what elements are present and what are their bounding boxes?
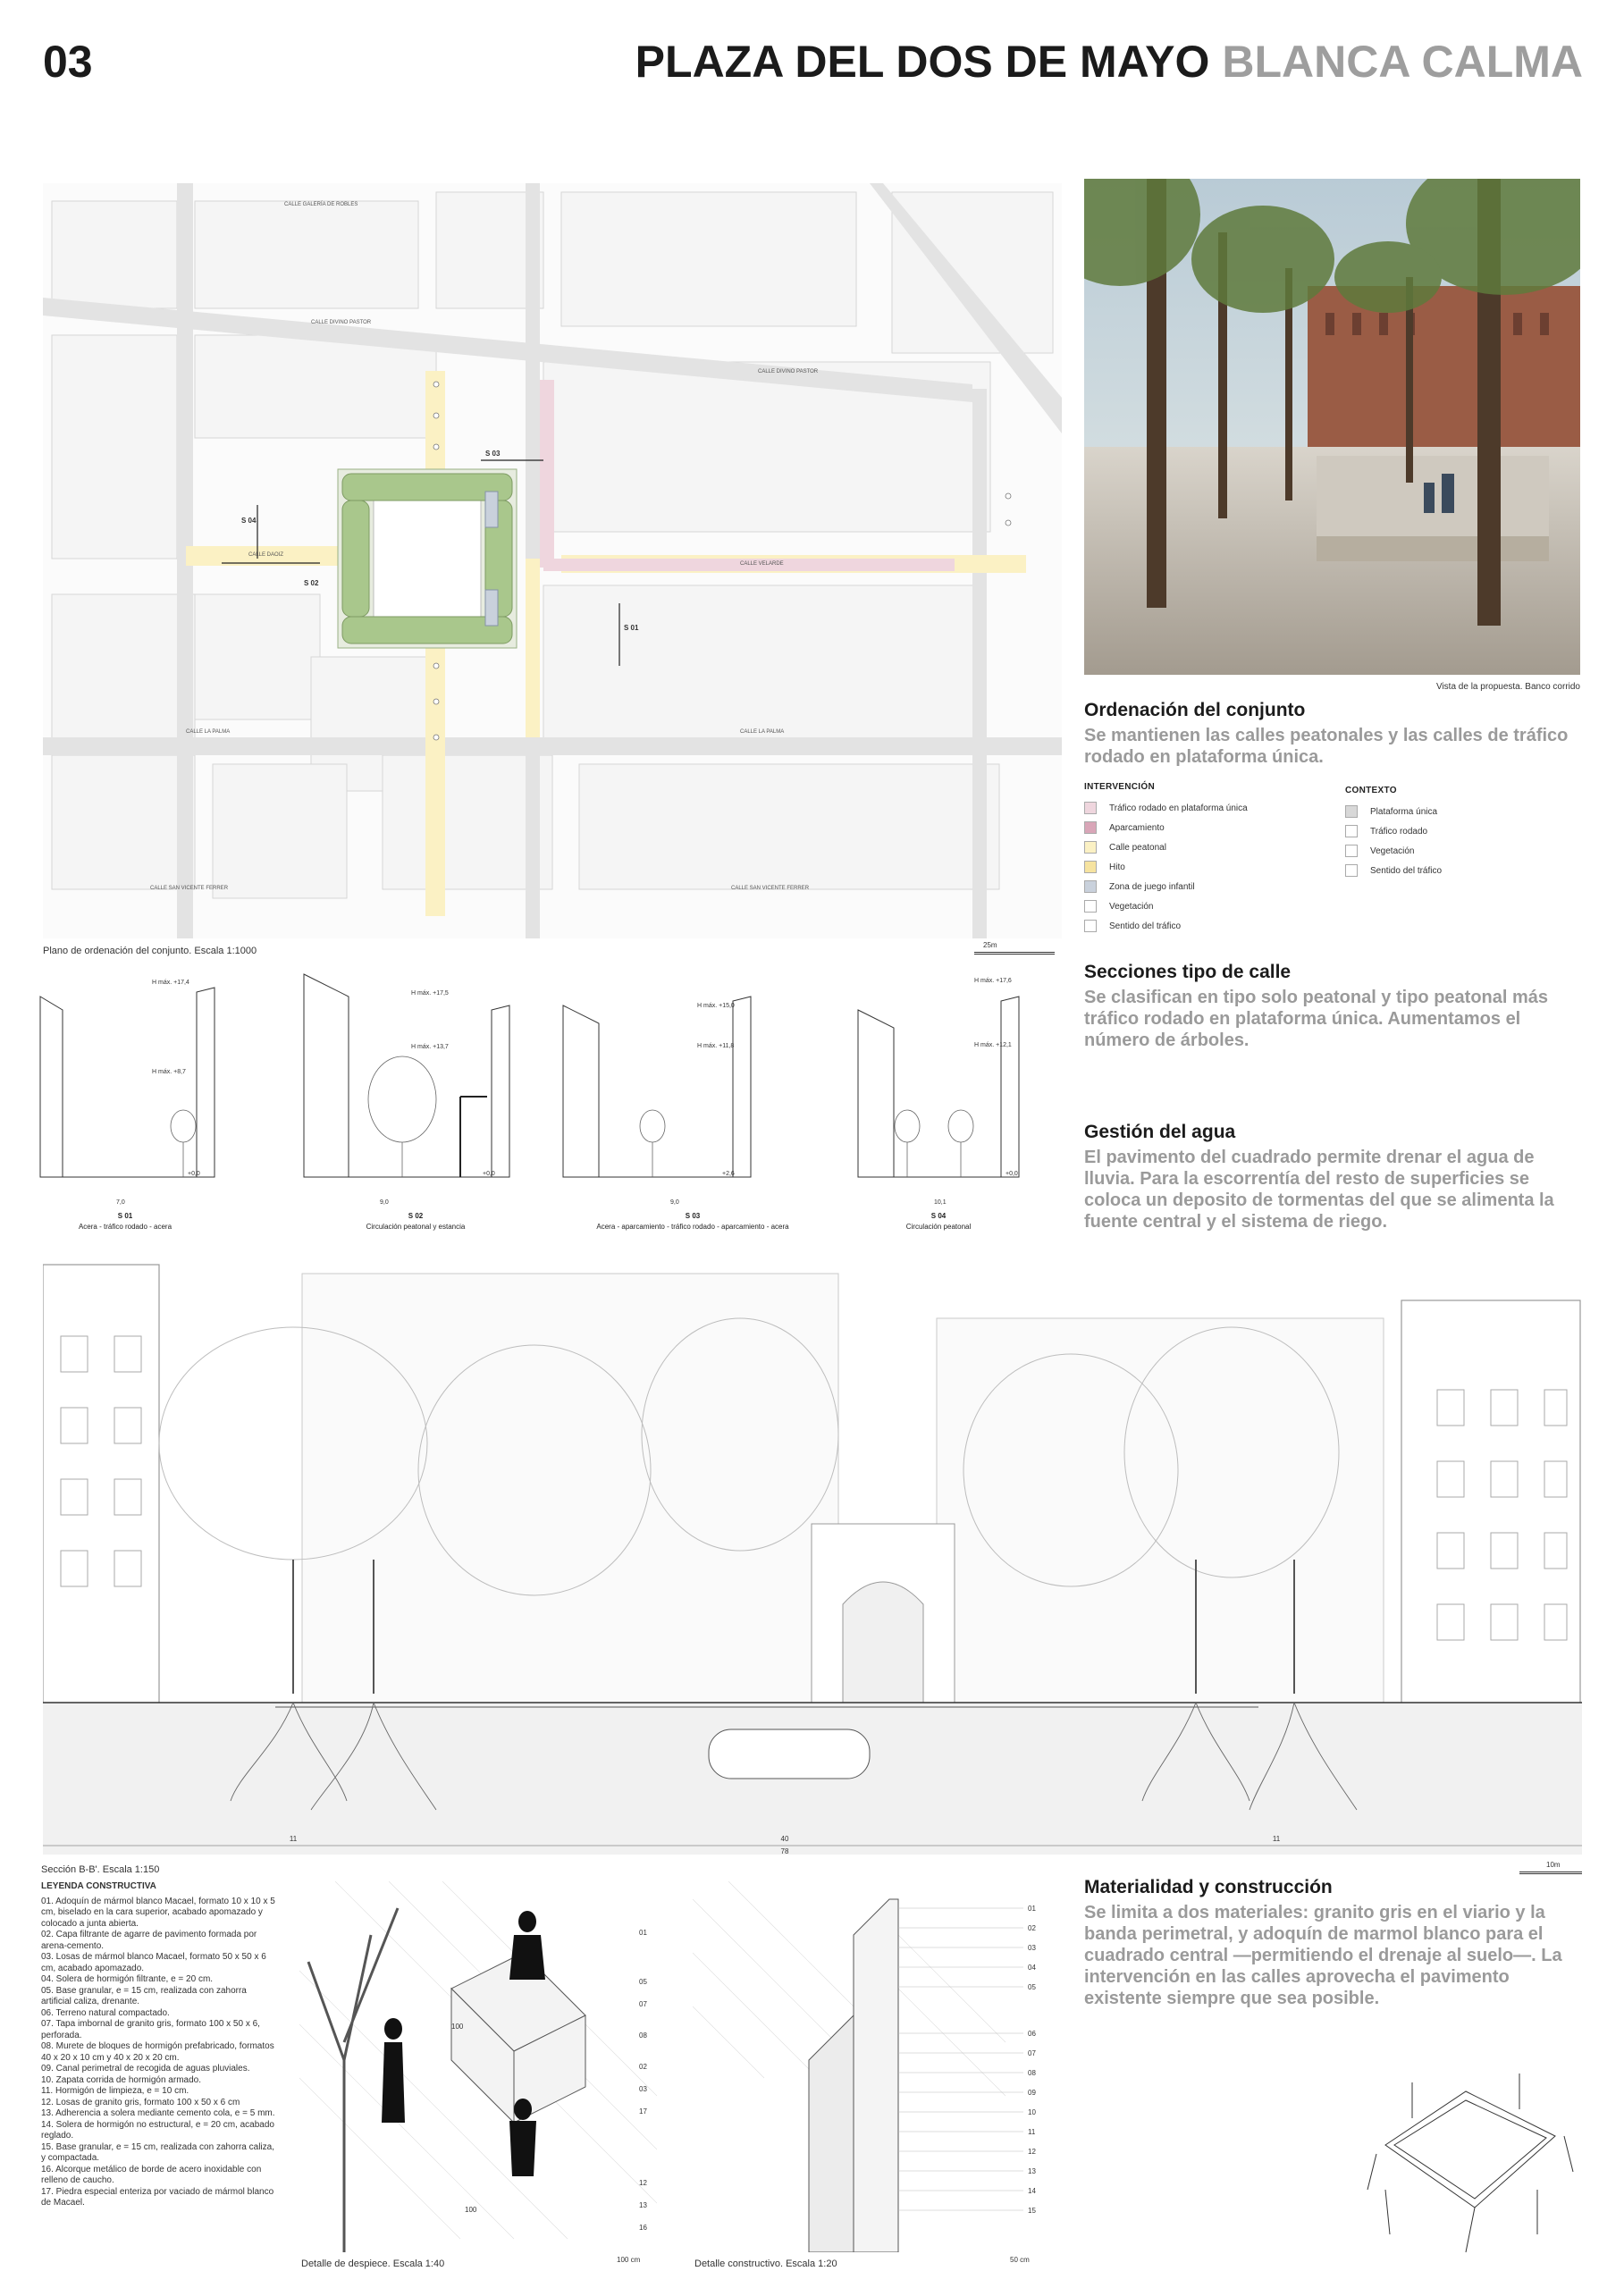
- s04-level: +0,0: [1006, 1171, 1018, 1177]
- street-label: CALLE DIVINO PASTOR: [758, 369, 819, 374]
- constructivo-tag: 07: [1028, 2049, 1036, 2057]
- constructivo-scale: 50 cm: [1010, 2256, 1030, 2264]
- constructivo-tag: 13: [1028, 2167, 1036, 2175]
- construction-legend-item: 07. Tapa imbornal de granito gris, formato 100 x 50 x 6, perforada.: [41, 2019, 260, 2040]
- agua-body: El pavimento del cuadrado permite drenar el agua de lluvia. Para la escorrentía del resto de superficies se coloca un deposito de tormentas del que se alimenta la fuente central y el sistema de riego.: [1084, 1148, 1554, 1232]
- s03-hmax2: H máx. +11,8: [697, 1043, 735, 1049]
- sheet-number: 03: [43, 37, 93, 87]
- legend-intervencion-label: Sentido del tráfico: [1109, 921, 1182, 931]
- street-label: CALLE LA PALMA: [186, 729, 231, 735]
- agua-title: Gestión del agua: [1084, 1122, 1236, 1142]
- constructivo-tag: 04: [1028, 1964, 1036, 1972]
- despiece-tag: 12: [639, 2179, 647, 2187]
- construction-legend-item: 13. Adherencia a solera mediante cemento cola, e = 5 mm.: [41, 2108, 275, 2118]
- s01-desc: Acera - tráfico rodado - acera: [78, 1223, 172, 1231]
- render-caption: Vista de la propuesta. Banco corrido: [1435, 682, 1580, 692]
- section-dim: 11: [1272, 1835, 1281, 1843]
- despiece-scale: 100 cm: [617, 2256, 641, 2264]
- s02-hmax2: H máx. +13,7: [411, 1044, 449, 1050]
- ordenacion-title: Ordenación del conjunto: [1084, 700, 1306, 720]
- construction-legend-list: [41, 1897, 275, 2209]
- legend-intervencion-item: [1084, 916, 1248, 936]
- site-plan-scalebar: [974, 952, 1055, 955]
- section-dim-total: 78: [780, 1847, 789, 1855]
- secciones-title: Secciones tipo de calle: [1084, 962, 1292, 982]
- despiece-tag: 05: [639, 1978, 647, 1986]
- construction-legend-item: 05. Base granular, e = 15 cm, realizada con zahorra artificial caliza, drenante.: [41, 1985, 247, 2006]
- s03-desc: Acera - aparcamiento - tráfico rodado - aparcamiento - acera: [596, 1223, 789, 1231]
- constructivo-caption: Detalle constructivo. Escala 1:20: [694, 2259, 837, 2269]
- street-label: CALLE SAN VICENTE FERRER: [150, 886, 229, 891]
- section-bb: [43, 1247, 1582, 1855]
- s01-width: 7,0: [116, 1199, 125, 1206]
- s01-hmax2: H máx. +8,7: [152, 1069, 186, 1075]
- despiece-tag: 01: [639, 1929, 647, 1937]
- s02-level: +0,0: [483, 1171, 495, 1177]
- street-label: CALLE LA PALMA: [740, 729, 785, 735]
- constructivo-tag: 02: [1028, 1924, 1036, 1932]
- constructivo-tag: 09: [1028, 2089, 1036, 2097]
- constructivo-tag: 15: [1028, 2207, 1036, 2215]
- s01-level: +0,0: [188, 1171, 200, 1177]
- construction-legend-item: 16. Alcorque metálico de borde de acero inoxidable con relleno de caucho.: [41, 2164, 262, 2185]
- s03-code: S 03: [685, 1212, 701, 1220]
- constructivo-tag: 11: [1028, 2128, 1036, 2136]
- s01-code: S 01: [117, 1212, 133, 1220]
- despiece-tag: 08: [639, 2031, 647, 2040]
- section-mark-s04: S 04: [241, 517, 257, 525]
- plaza-sketch: [1359, 2056, 1582, 2261]
- legend-intervencion-item: [1084, 818, 1248, 837]
- street-label: CALLE DIVINO PASTOR: [311, 320, 372, 325]
- legend-intervencion-label: Calle peatonal: [1109, 842, 1166, 853]
- constructivo-tag: 01: [1028, 1905, 1036, 1913]
- legend-intervencion-label: Tráfico rodado en plataforma única: [1109, 803, 1248, 813]
- construction-legend-item: 09. Canal perimetral de recogida de aguas pluviales.: [41, 2064, 250, 2074]
- ordenacion-body: Se mantienen las calles peatonales y las calles de tráfico rodado en plataforma única.: [1084, 726, 1569, 767]
- legend-contexto-swatch: [1345, 845, 1358, 857]
- despiece-tag: 16: [639, 2224, 647, 2232]
- constructivo-tag: 03: [1028, 1944, 1036, 1952]
- s04-desc: Circulación peatonal: [905, 1223, 972, 1231]
- construction-legend-item: 12. Losas de granito gris, formato 100 x 50 x 6 cm: [41, 2097, 240, 2107]
- legend-contexto-item: [1345, 861, 1442, 880]
- legend-contexto-swatch: [1345, 825, 1358, 837]
- legend-contexto-label: Vegetación: [1370, 845, 1415, 856]
- s03-level: +2,6: [722, 1171, 735, 1177]
- legend-intervencion-swatch: [1084, 802, 1097, 814]
- s02-width: 9,0: [380, 1199, 389, 1206]
- construction-legend-title: LEYENDA CONSTRUCTIVA: [41, 1881, 156, 1891]
- legend-intervencion-label: Zona de juego infantil: [1109, 881, 1195, 892]
- materialidad-body: Se limita a dos materiales: granito gris en el viario y la banda perimetral, y adoquín de marmol blanco para el cuadrado central —permitiendo el drenaje al suelo—. La intervención en las calles aprovecha el pavimento existente siempre que sea posible.: [1084, 1903, 1562, 2008]
- detalle-constructivo: [693, 1881, 1068, 2252]
- construction-legend: [41, 1881, 275, 2209]
- constructivo-tag: 12: [1028, 2148, 1036, 2156]
- legend-contexto-swatch: [1345, 864, 1358, 877]
- s04-width: 10,1: [934, 1199, 947, 1206]
- legend-intervencion-swatch: [1084, 900, 1097, 913]
- legend-intervencion-title: INTERVENCIÓN: [1084, 782, 1155, 792]
- legend-intervencion-swatch: [1084, 841, 1097, 854]
- despiece-dim: 100: [465, 2206, 477, 2214]
- construction-legend-item: 10. Zapata corrida de hormigón armado.: [41, 2074, 201, 2085]
- site-plan-scale: 25m: [983, 941, 997, 949]
- materialidad-title: Materialidad y construcción: [1084, 1877, 1333, 1897]
- s02-desc: Circulación peatonal y estancia: [366, 1223, 466, 1231]
- legend-intervencion-swatch: [1084, 880, 1097, 893]
- construction-legend-item: 01. Adoquín de mármol blanco Macael, formato 10 x 10 x 5 cm, biselado en la cara superior, acabado apomazado y colocado a junta abierta.: [41, 1896, 275, 1929]
- street-label: CALLE GALERÍA DE ROBLES: [284, 202, 358, 207]
- section-mark-s03: S 03: [485, 450, 501, 458]
- section-mark-s01: S 01: [624, 624, 639, 632]
- street-label: CALLE SAN VICENTE FERRER: [731, 886, 810, 891]
- legend-intervencion-label: Vegetación: [1109, 901, 1154, 912]
- legend-intervencion-swatch: [1084, 920, 1097, 932]
- s04-hmax2: H máx. +12,1: [974, 1042, 1012, 1048]
- construction-legend-item: 02. Capa filtrante de agarre de pavimento formada por arena-cemento.: [41, 1930, 257, 1951]
- legend-contexto-swatch: [1345, 805, 1358, 818]
- legend-contexto-item: [1345, 841, 1442, 861]
- legend-contexto-label: Plataforma única: [1370, 806, 1438, 817]
- legend-intervencion-label: Hito: [1109, 862, 1125, 872]
- construction-legend-item: 11. Hormigón de limpieza, e = 10 cm.: [41, 2086, 189, 2096]
- despiece-tag: 13: [639, 2201, 647, 2209]
- despiece-caption: Detalle de despiece. Escala 1:40: [301, 2259, 445, 2269]
- section-dim: 11: [289, 1835, 298, 1843]
- section-bb-scale: 10m: [1546, 1861, 1561, 1869]
- construction-legend-item: 06. Terreno natural compactado.: [41, 2007, 170, 2018]
- legend-contexto-label: Tráfico rodado: [1370, 826, 1428, 837]
- despiece-tag: 17: [639, 2107, 647, 2116]
- section-bb-caption: Sección B-B'. Escala 1:150: [41, 1864, 160, 1875]
- site-plan: [43, 183, 1062, 938]
- constructivo-tag: 10: [1028, 2108, 1036, 2116]
- s04-hmax1: H máx. +17,6: [974, 978, 1012, 984]
- street-label: CALLE VELARDE: [740, 561, 784, 567]
- s02-hmax1: H máx. +17,5: [411, 990, 449, 997]
- legend-intervencion-item: [1084, 896, 1248, 916]
- legend-intervencion-item: [1084, 837, 1248, 857]
- legend-contexto-item: [1345, 802, 1442, 821]
- constructivo-tag: 05: [1028, 1983, 1036, 1991]
- render-image: [1084, 179, 1580, 675]
- legend-intervencion-swatch: [1084, 861, 1097, 873]
- s03-width: 9,0: [670, 1199, 679, 1206]
- site-plan-caption: Plano de ordenación del conjunto. Escala 1:1000: [43, 946, 257, 956]
- constructivo-tag: 14: [1028, 2187, 1036, 2195]
- legend-intervencion-item: [1084, 857, 1248, 877]
- legend-contexto-label: Sentido del tráfico: [1370, 865, 1443, 876]
- despiece-tag: 02: [639, 2063, 647, 2071]
- despiece-tag: 07: [639, 2000, 647, 2008]
- constructivo-tag: 06: [1028, 2030, 1036, 2038]
- plan-legend: [1084, 782, 1580, 943]
- legend-intervencion-item: [1084, 798, 1248, 818]
- legend-contexto-list: [1345, 802, 1442, 880]
- s04-code: S 04: [930, 1212, 947, 1220]
- constructivo-tag: 08: [1028, 2069, 1036, 2077]
- legend-intervencion-swatch: [1084, 821, 1097, 834]
- legend-contexto-item: [1345, 821, 1442, 841]
- street-sections: [36, 970, 1064, 1238]
- s03-hmax1: H máx. +15,0: [697, 1003, 735, 1009]
- section-bb-scalebar: [1519, 1872, 1582, 1874]
- s02-code: S 02: [408, 1212, 424, 1220]
- despiece-dim: 100: [451, 2023, 464, 2031]
- page-title: [635, 36, 1583, 88]
- legend-intervencion-item: [1084, 877, 1248, 896]
- title-main: PLAZA DEL DOS DE MAYO: [635, 37, 1210, 87]
- legend-intervencion-list: [1084, 798, 1248, 936]
- despiece-tag: 03: [639, 2085, 647, 2093]
- construction-legend-item: 08. Murete de bloques de hormigón prefabricado, formatos 40 x 20 x 10 cm y 40 x 20 x 20 cm.: [41, 2041, 274, 2063]
- construction-legend-item: 15. Base granular, e = 15 cm, realizada con zahorra caliza, y compactada.: [41, 2141, 274, 2163]
- construction-legend-item: 04. Solera de hormigón filtrante, e = 20 cm.: [41, 1974, 214, 1984]
- construction-legend-item: 14. Solera de hormigón no estructural, e = 20 cm, acabado reglado.: [41, 2119, 274, 2141]
- legend-contexto-title: CONTEXTO: [1345, 786, 1397, 795]
- secciones-body: Se clasifican en tipo solo peatonal y tipo peatonal más tráfico rodado en plataforma única. Aumentamos el número de árboles.: [1084, 988, 1549, 1050]
- title-sub: BLANCA CALMA: [1222, 37, 1583, 87]
- section-mark-s02: S 02: [304, 579, 319, 587]
- construction-legend-item: 17. Piedra especial enteriza por vaciado de mármol blanco de Macael.: [41, 2186, 274, 2208]
- construction-legend-item: 03. Losas de mármol blanco Macael, formato 50 x 50 x 6 cm, acabado apomazado.: [41, 1952, 266, 1973]
- detalle-despiece: [299, 1881, 657, 2252]
- section-dim: 40: [780, 1835, 789, 1843]
- street-label: CALLE DAOIZ: [248, 552, 284, 558]
- s01-hmax1: H máx. +17,4: [152, 980, 189, 986]
- legend-intervencion-label: Aparcamiento: [1109, 822, 1165, 833]
